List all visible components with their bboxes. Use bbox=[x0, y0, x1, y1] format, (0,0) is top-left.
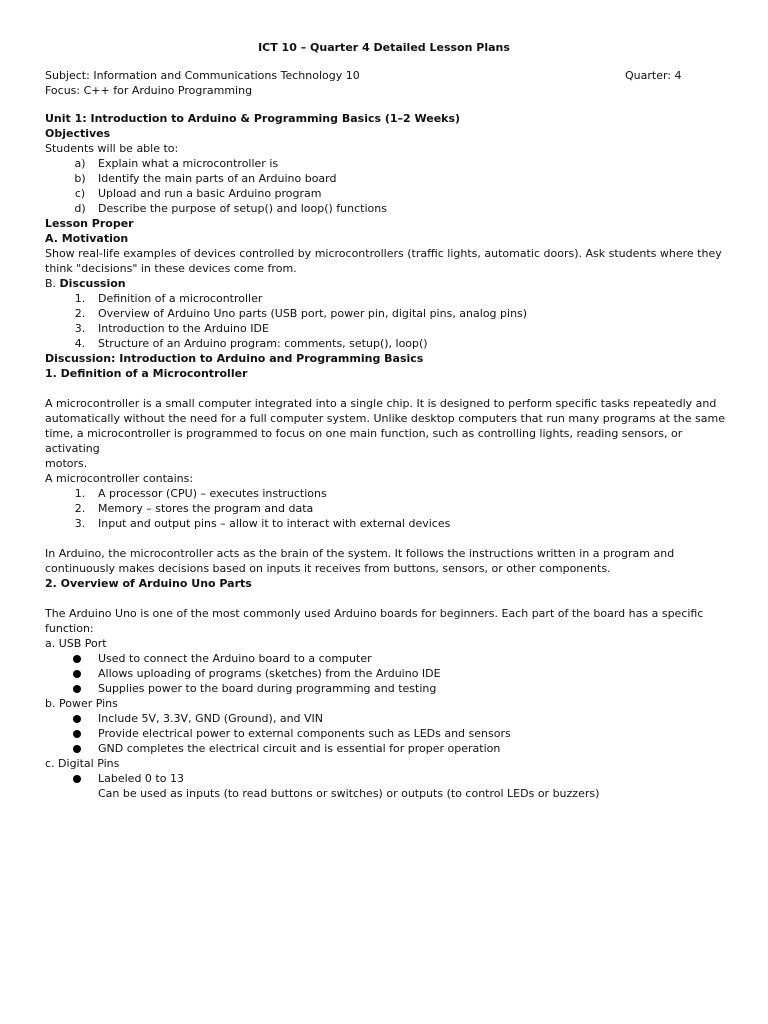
lesson-proper-heading: Lesson Proper bbox=[45, 217, 134, 230]
list-item bbox=[45, 516, 725, 531]
list-item bbox=[45, 336, 725, 351]
paragraph-line: In Arduino, the microcontroller acts as the brain of the system. It follows the instructions written in a program and bbox=[45, 547, 675, 560]
discussion-prefix: B. bbox=[45, 277, 57, 290]
meta-block bbox=[45, 68, 360, 98]
document-body bbox=[45, 111, 725, 801]
bullet-item bbox=[45, 651, 725, 666]
list-item bbox=[45, 291, 725, 306]
bullet-continuation: Can be used as inputs (to read buttons or switches) or outputs (to control LEDs or buzzers) bbox=[98, 787, 600, 800]
bullet-text: Allows uploading of programs (sketches) from the Arduino IDE bbox=[98, 667, 441, 680]
bullet-text: Used to connect the Arduino board to a computer bbox=[98, 652, 372, 665]
paragraph-line: motors. bbox=[45, 457, 88, 470]
list-marker: 2. bbox=[74, 502, 86, 515]
digital-pins-list bbox=[45, 771, 725, 801]
discussion-list bbox=[45, 291, 725, 351]
bullet-text: GND completes the electrical circuit and is essential for proper operation bbox=[98, 742, 501, 755]
list-item bbox=[45, 501, 725, 516]
motivation-text-line: Show real-life examples of devices controlled by microcontrollers (traffic lights, automatic doors). Ask students where they bbox=[45, 247, 722, 260]
section1-paragraph bbox=[45, 396, 725, 471]
bullet-item bbox=[45, 726, 725, 741]
list-item-text: Describe the purpose of setup() and loop() functions bbox=[98, 202, 387, 215]
discussion-heading-text: Discussion bbox=[59, 277, 126, 290]
bullet-text: Supplies power to the board during programming and testing bbox=[98, 682, 437, 695]
bullet-icon bbox=[73, 685, 81, 693]
bullet-text: Include 5V, 3.3V, GND (Ground), and VIN bbox=[98, 712, 324, 725]
bullet-icon bbox=[73, 670, 81, 678]
quarter-line: Quarter: 4 bbox=[625, 69, 682, 82]
paragraph-line: A microcontroller is a small computer integrated into a single chip. It is designed to perform specific tasks repeatedly and bbox=[45, 397, 717, 410]
section1-paragraph-2 bbox=[45, 546, 725, 576]
list-marker: d) bbox=[74, 202, 86, 215]
list-item-text: Structure of an Arduino program: comments, setup(), loop() bbox=[98, 337, 428, 350]
list-item bbox=[45, 156, 725, 171]
list-item-text: A processor (CPU) – executes instructions bbox=[98, 487, 327, 500]
bullet-item bbox=[45, 741, 725, 756]
bullet-icon bbox=[73, 655, 81, 663]
list-marker: a) bbox=[74, 157, 86, 170]
list-item-text: Explain what a microcontroller is bbox=[98, 157, 279, 170]
list-item-text: Definition of a microcontroller bbox=[98, 292, 263, 305]
contains-intro: A microcontroller contains: bbox=[45, 472, 194, 485]
motivation-heading: A. Motivation bbox=[45, 232, 129, 245]
paragraph-line: function: bbox=[45, 622, 94, 635]
digital-pins-label: c. Digital Pins bbox=[45, 757, 120, 770]
paragraph-line: continuously makes decisions based on inputs it receives from buttons, sensors, or other components. bbox=[45, 562, 611, 575]
paragraph-line: The Arduino Uno is one of the most commonly used Arduino boards for beginners. Each part of the board has a specific bbox=[45, 607, 704, 620]
list-marker: b) bbox=[74, 172, 86, 185]
bullet-item bbox=[45, 711, 725, 726]
list-item bbox=[45, 171, 725, 186]
objectives-intro: Students will be able to: bbox=[45, 142, 179, 155]
subject-line: Subject: Information and Communications Technology 10 bbox=[45, 69, 360, 82]
bullet-icon bbox=[73, 745, 81, 753]
document-title: ICT 10 – Quarter 4 Detailed Lesson Plans bbox=[258, 41, 510, 54]
list-marker: 1. bbox=[74, 487, 86, 500]
objectives-list bbox=[45, 156, 725, 216]
list-item-text: Memory – stores the program and data bbox=[98, 502, 314, 515]
objectives-heading: Objectives bbox=[45, 127, 111, 140]
section1-heading: 1. Definition of a Microcontroller bbox=[45, 367, 248, 380]
bullet-icon bbox=[73, 730, 81, 738]
contains-list bbox=[45, 486, 725, 531]
list-item bbox=[45, 321, 725, 336]
paragraph-line: automatically without the need for a full computer system. Unlike desktop computers that run many programs at the same bbox=[45, 412, 725, 425]
list-item-text: Upload and run a basic Arduino program bbox=[98, 187, 322, 200]
list-item-text: Introduction to the Arduino IDE bbox=[98, 322, 269, 335]
list-marker: 1. bbox=[74, 292, 86, 305]
discussion-heading bbox=[45, 276, 725, 291]
bullet-icon bbox=[73, 715, 81, 723]
list-item bbox=[45, 201, 725, 216]
list-item bbox=[45, 186, 725, 201]
power-pins-list bbox=[45, 711, 725, 756]
list-marker: 3. bbox=[74, 322, 86, 335]
discussion-title: Discussion: Introduction to Arduino and Programming Basics bbox=[45, 352, 424, 365]
usb-port-list bbox=[45, 651, 725, 696]
list-item-text: Overview of Arduino Uno parts (USB port, power pin, digital pins, analog pins) bbox=[98, 307, 528, 320]
usb-port-label: a. USB Port bbox=[45, 637, 107, 650]
paragraph-line: time, a microcontroller is programmed to focus on one main function, such as controlling lights, reading sensors, or activating bbox=[45, 427, 683, 455]
list-item bbox=[45, 486, 725, 501]
list-item-text: Input and output pins – allow it to interact with external devices bbox=[98, 517, 451, 530]
list-marker: c) bbox=[74, 187, 86, 200]
list-marker: 3. bbox=[74, 517, 86, 530]
power-pins-label: b. Power Pins bbox=[45, 697, 118, 710]
list-marker: 4. bbox=[74, 337, 86, 350]
bullet-icon bbox=[73, 775, 81, 783]
focus-line: Focus: C++ for Arduino Programming bbox=[45, 84, 253, 97]
bullet-item bbox=[45, 771, 725, 786]
list-item bbox=[45, 306, 725, 321]
list-marker: 2. bbox=[74, 307, 86, 320]
list-item-text: Identify the main parts of an Arduino board bbox=[98, 172, 337, 185]
bullet-text: Labeled 0 to 13 bbox=[98, 772, 184, 785]
bullet-item bbox=[45, 666, 725, 681]
bullet-item bbox=[45, 681, 725, 696]
motivation-text-line: think "decisions" in these devices come from. bbox=[45, 262, 297, 275]
bullet-text: Provide electrical power to external components such as LEDs and sensors bbox=[98, 727, 511, 740]
section2-intro bbox=[45, 606, 725, 636]
section2-heading: 2. Overview of Arduino Uno Parts bbox=[45, 577, 252, 590]
unit-heading: Unit 1: Introduction to Arduino & Programming Basics (1–2 Weeks) bbox=[45, 112, 461, 125]
